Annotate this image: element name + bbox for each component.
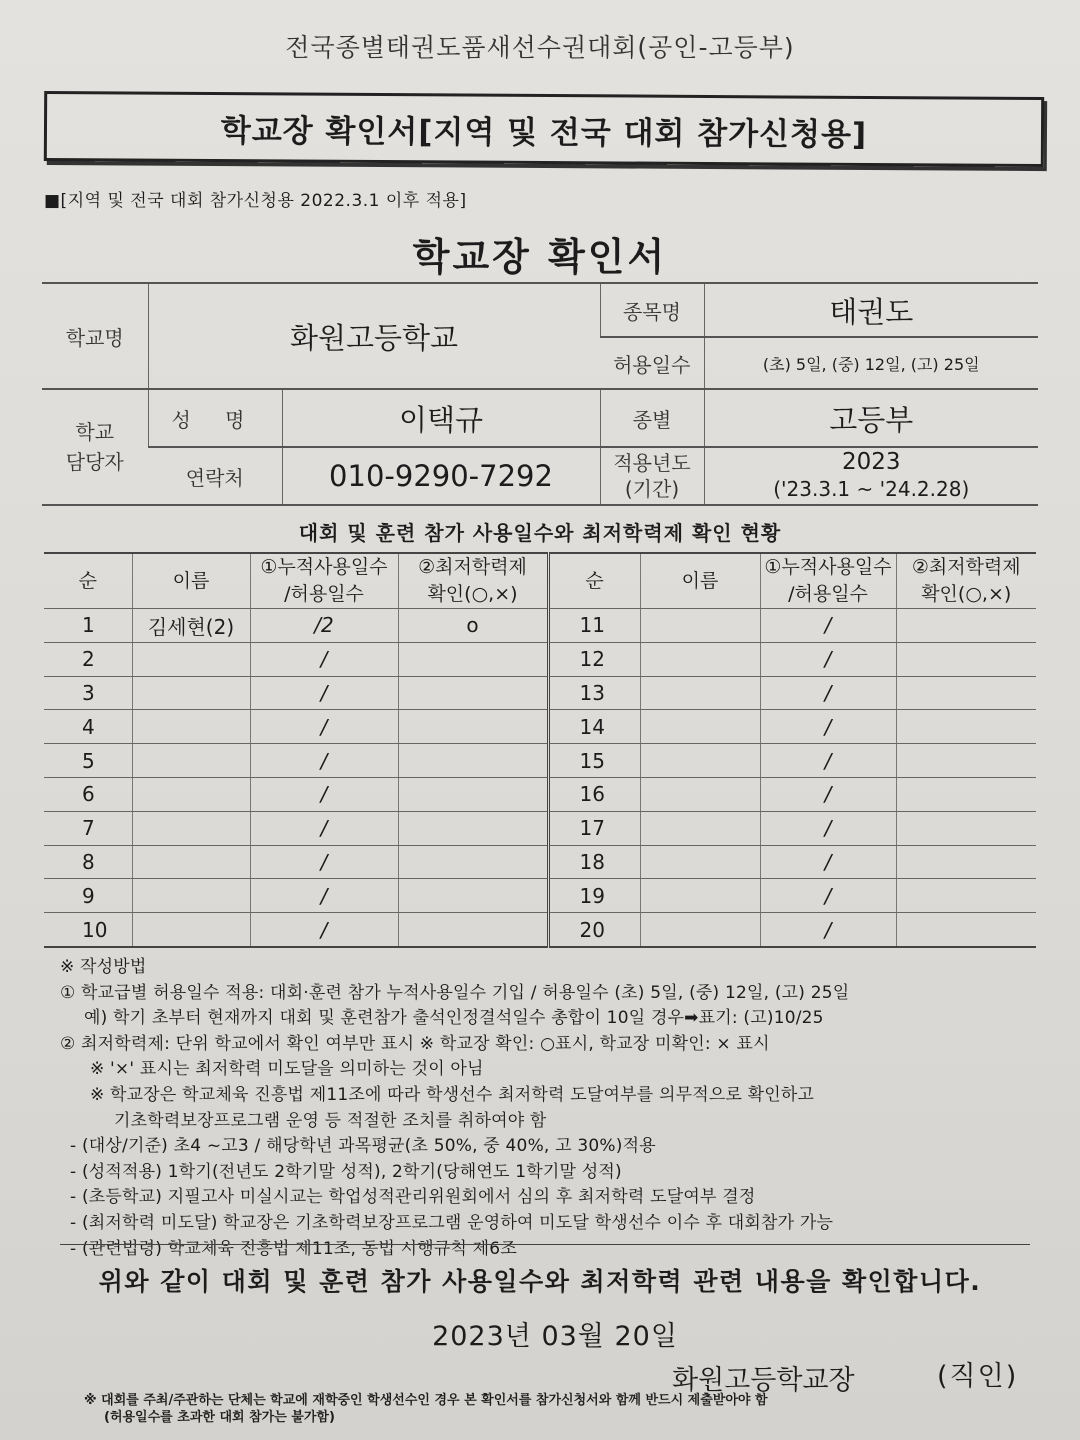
main-title: 학교장 확인서 — [412, 235, 668, 279]
instruction-line: 예) 학기 초부터 현재까지 대회 및 훈련참가 출석인정결석일수 총합이 10일 경우➡표기: (고)10/25 — [84, 1008, 824, 1029]
instruction-line: ① 학교급별 허용일수 적용: 대회·훈련 참가 누적사용일수 기입 / 허용일수 (초) 5일, (중) 12일, (고) 25일 — [60, 982, 850, 1003]
row-name — [132, 811, 250, 845]
row-check — [398, 744, 548, 778]
row-name — [132, 710, 250, 744]
row-days: / — [250, 744, 398, 778]
school-label: 학교명 — [42, 283, 148, 389]
row-name — [132, 744, 250, 778]
row-days: / — [250, 879, 398, 913]
header-check-right: ②최저학력제 확인(○,×) — [896, 553, 1036, 609]
row-name — [132, 777, 250, 811]
row-check — [398, 879, 548, 913]
instruction-line: - (대상/기준) 초4 ~고3 / 해당학년 과목평균(초 50%, 중 40%, 고 30%)적용 — [70, 1136, 656, 1157]
row-check — [398, 777, 548, 811]
row-name — [640, 913, 760, 947]
row-number: 5 — [44, 744, 132, 778]
event-value: 태권도 — [704, 283, 1038, 337]
row-check — [398, 845, 548, 879]
row-check — [398, 710, 548, 744]
row-number: 3 — [44, 676, 132, 710]
row-check — [896, 710, 1036, 744]
category-label: 종별 — [600, 389, 704, 447]
row-days: / — [250, 811, 398, 845]
row-name — [132, 913, 250, 947]
footnote-line: ※ 대회를 주최/주관하는 단체는 학교에 재학중인 학생선수인 경우 본 확인서를 참가신청서와 함께 반드시 제출받아야 함 — [84, 1393, 768, 1408]
row-number: 7 — [44, 811, 132, 845]
applicability-note: ■[지역 및 전국 대회 참가신청용 2022.3.1 이후 적용] — [44, 191, 467, 211]
row-name — [640, 676, 760, 710]
instruction-line: - (성적적용) 1학기(전년도 2학기말 성적), 2학기(당해연도 1학기말 성적) — [70, 1161, 622, 1182]
row-days: / — [760, 777, 896, 811]
row-number: 15 — [548, 744, 640, 778]
header-check-left: ②최저학력제 확인(○,×) — [398, 553, 548, 609]
row-name: 김세현(2) — [132, 609, 250, 643]
row-number: 4 — [44, 710, 132, 744]
header-no-right: 순 — [548, 553, 640, 609]
instruction-heading: ※ 작성방법 — [60, 957, 147, 977]
row-check — [896, 811, 1036, 845]
row-name — [640, 609, 760, 643]
row-check — [398, 642, 548, 676]
row-number: 11 — [548, 609, 640, 643]
row-number: 9 — [44, 879, 132, 913]
row-days: / — [250, 845, 398, 879]
table-row — [44, 744, 1036, 778]
name-label: 성 명 — [148, 389, 282, 447]
status-title: 대회 및 훈련 참가 사용일수와 최저학력제 확인 현황 — [298, 521, 782, 545]
row-number: 20 — [548, 913, 640, 947]
instruction-line: - (초등학교) 지필고사 미실시교는 학업성적관리위원회에서 심의 후 최저학력 도달여부 결정 — [70, 1187, 756, 1208]
instruction-line: ② 최저학력제: 단위 학교에서 확인 여부만 표시 ※ 학교장 확인: ○표시, 학교장 미확인: × 표시 — [60, 1033, 770, 1054]
manager-label: 학교 담당자 — [42, 389, 148, 505]
row-number: 2 — [44, 642, 132, 676]
row-check — [398, 913, 548, 947]
header-days-left: ①누적사용일수 /허용일수 — [250, 553, 398, 609]
row-number: 16 — [548, 777, 640, 811]
instructions — [60, 955, 1040, 1262]
confirmation-statement: 위와 같이 대회 및 훈련 참가 사용일수와 최저학력 관련 내용을 확인합니다. — [98, 1267, 982, 1296]
header-days-right: ①누적사용일수 /허용일수 — [760, 553, 896, 609]
header-name-left: 이름 — [132, 553, 250, 609]
table-row — [44, 710, 1036, 744]
row-check — [896, 642, 1036, 676]
row-days: / — [760, 744, 896, 778]
instruction-line: 기초학력보장프로그램 운영 등 적절한 조치를 취하여야 함 — [114, 1110, 547, 1131]
row-number: 17 — [548, 811, 640, 845]
row-check — [398, 811, 548, 845]
row-days: / — [760, 879, 896, 913]
row-days: / — [760, 609, 896, 643]
row-number: 1 — [44, 609, 132, 643]
divider — [60, 1244, 1030, 1245]
manager-name: 이택규 — [282, 389, 600, 447]
row-name — [132, 879, 250, 913]
header-no-left: 순 — [44, 553, 132, 609]
row-name — [640, 845, 760, 879]
year-value: 2023 — [841, 449, 901, 475]
row-number: 13 — [548, 676, 640, 710]
row-name — [640, 710, 760, 744]
row-name — [640, 744, 760, 778]
row-name — [132, 676, 250, 710]
school-info-table — [42, 282, 1038, 506]
table-row — [44, 845, 1036, 879]
row-check — [896, 845, 1036, 879]
row-days: / — [760, 913, 896, 947]
instruction-line: ※ '×' 표시는 최저학력 미도달을 의미하는 것이 아님 — [90, 1059, 484, 1080]
row-days: / — [760, 642, 896, 676]
row-number: 12 — [548, 642, 640, 676]
event-label: 종목명 — [600, 283, 704, 337]
row-days: / — [760, 676, 896, 710]
instruction-line: - (최저학력 미도달) 학교장은 기초학력보장프로그램 운영하여 미도달 학생선수 이수 후 대회참가 가능 — [70, 1212, 834, 1233]
principal-name: 화원고등학교장 — [672, 1365, 855, 1396]
row-days: / — [760, 710, 896, 744]
row-check — [896, 913, 1036, 947]
row-number: 18 — [548, 845, 640, 879]
row-check — [398, 676, 548, 710]
seal-mark: (직인) — [937, 1361, 1019, 1392]
table-row — [44, 879, 1036, 913]
table-row — [44, 676, 1036, 710]
row-days: / — [250, 642, 398, 676]
row-days: /2 — [250, 609, 398, 643]
category-value: 고등부 — [704, 389, 1038, 447]
form-title-box — [44, 91, 1044, 167]
row-name — [640, 777, 760, 811]
form-title: 학교장 확인서[지역 및 전국 대회 참가신청용] — [220, 112, 868, 153]
row-name — [640, 811, 760, 845]
row-number: 10 — [44, 913, 132, 947]
row-check — [896, 609, 1036, 643]
row-check: o — [398, 609, 548, 643]
footnote-line: (허용일수를 초과한 대회 참가는 불가함) — [104, 1410, 335, 1425]
row-days: / — [760, 811, 896, 845]
table-row — [44, 609, 1036, 643]
instruction-line: ※ 학교장은 학교체육 진흥법 제11조에 따라 학생선수 최저학력 도달여부를 의무적으로 확인하고 — [90, 1084, 815, 1105]
row-number: 6 — [44, 777, 132, 811]
row-name — [640, 642, 760, 676]
table-row — [44, 811, 1036, 845]
row-days: / — [760, 845, 896, 879]
row-check — [896, 744, 1036, 778]
row-days: / — [250, 710, 398, 744]
school-value: 화원고등학교 — [148, 283, 600, 389]
row-check — [896, 676, 1036, 710]
period-value: ('23.3.1 ~ '24.2.28) — [773, 477, 970, 501]
row-name — [132, 845, 250, 879]
document-date: 2023년 03월 20일 — [432, 1321, 678, 1352]
year-cell — [704, 447, 1038, 505]
instruction-line: - (관련법령) 학교체육 진흥법 제11조, 동법 시행규칙 제6조 — [70, 1238, 517, 1259]
allowed-days-label: 허용일수 — [600, 337, 704, 389]
allowed-days-value: (초) 5일, (중) 12일, (고) 25일 — [704, 337, 1038, 389]
event-title: 전국종별태권도품새선수권대회(공인-고등부) — [285, 33, 795, 62]
row-check — [896, 777, 1036, 811]
row-days: / — [250, 676, 398, 710]
table-row — [44, 642, 1036, 676]
row-number: 19 — [548, 879, 640, 913]
header-name-right: 이름 — [640, 553, 760, 609]
row-number: 8 — [44, 845, 132, 879]
row-days: / — [250, 913, 398, 947]
table-row — [44, 913, 1036, 947]
usage-status-table — [44, 552, 1036, 948]
year-label: 적용년도 (기간) — [600, 447, 704, 505]
contact-value: 010-9290-7292 — [282, 447, 600, 505]
footnote — [84, 1392, 1044, 1426]
row-check — [896, 879, 1036, 913]
row-name — [132, 642, 250, 676]
row-name — [640, 879, 760, 913]
table-row — [44, 777, 1036, 811]
row-number: 14 — [548, 710, 640, 744]
row-days: / — [250, 777, 398, 811]
contact-label: 연락처 — [148, 447, 282, 505]
